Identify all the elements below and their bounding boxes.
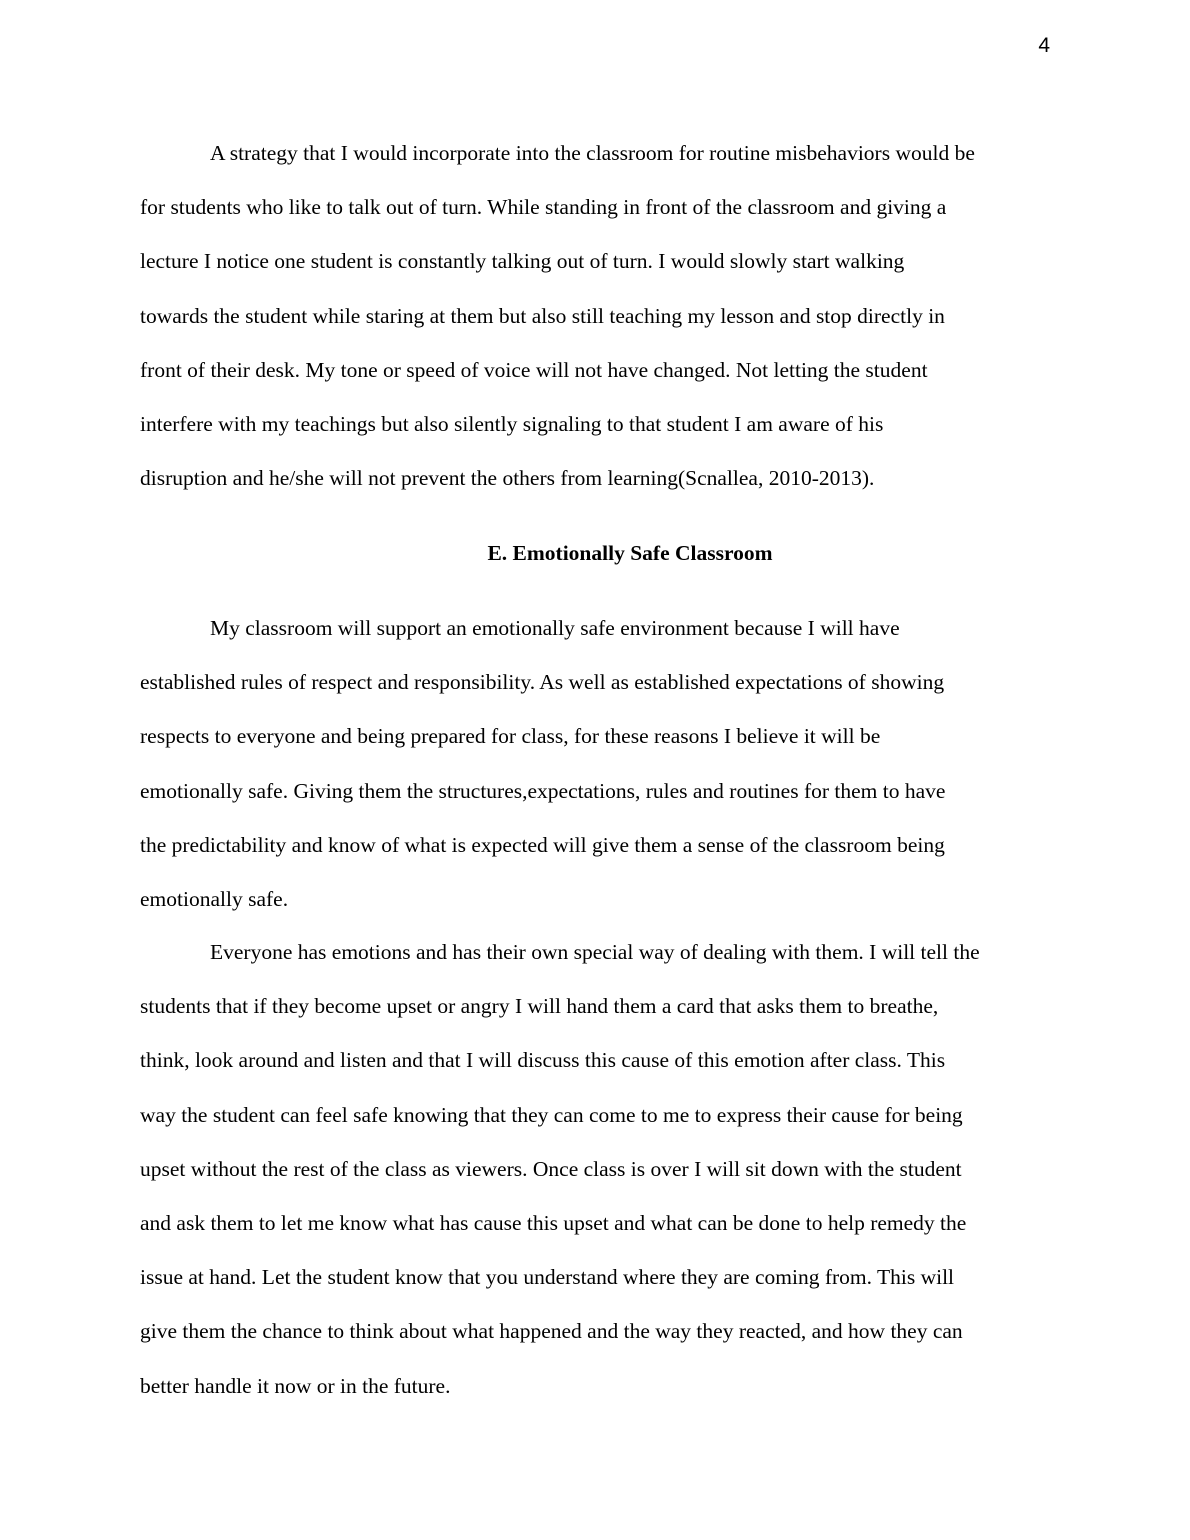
- paragraph-line: issue at hand. Let the student know that you understand where they are coming from. This will: [140, 1265, 955, 1290]
- paragraph-line: A strategy that I would incorporate into the classroom for routine misbehaviors would be: [210, 141, 975, 165]
- paragraph-line: upset without the rest of the class as viewers. Once class is over I will sit down with the student: [140, 1156, 962, 1181]
- paragraph-line: emotionally safe.: [140, 886, 289, 911]
- paragraph-emotionally-safe: [140, 601, 1052, 926]
- paragraph-classroom-strategy: [140, 126, 1052, 505]
- paragraph-line: think, look around and listen and that I will discuss this cause of this emotion after class. This: [140, 1048, 946, 1073]
- paragraph-line: emotionally safe. Giving them the structures,expectations, rules and routines for them to have: [140, 778, 946, 803]
- paragraph-line: give them the chance to think about what happened and the way they reacted, and how they can: [140, 1319, 963, 1344]
- paragraph-line: students that if they become upset or angry I will hand them a card that asks them to breathe,: [140, 994, 939, 1019]
- paragraph-line: established rules of respect and responsibility. As well as established expectations of showing: [140, 670, 945, 695]
- paragraph-line: lecture I notice one student is constantly talking out of turn. I would slowly start walking: [140, 249, 905, 274]
- paragraph-line: and ask them to let me know what has cause this upset and what can be done to help remedy the: [140, 1210, 967, 1235]
- paragraph-line: My classroom will support an emotionally safe environment because I will have: [210, 616, 900, 640]
- paragraph-line: the predictability and know of what is expected will give them a sense of the classroom being: [140, 832, 945, 857]
- paragraph-line: better handle it now or in the future.: [140, 1373, 451, 1398]
- paragraph-emotions: [140, 925, 1052, 1413]
- section-heading: E. Emotionally Safe Classroom: [487, 541, 773, 565]
- paragraph-line: respects to everyone and being prepared for class, for these reasons I believe it will be: [140, 724, 881, 749]
- paragraph-line: for students who like to talk out of turn. While standing in front of the classroom and giving a: [140, 195, 947, 220]
- paragraph-line: disruption and he/she will not prevent the others from learning(Scnallea, 2010-2013).: [140, 466, 875, 491]
- paragraph-line: towards the student while staring at them but also still teaching my lesson and stop directly in: [140, 303, 945, 328]
- paragraph-line: interfere with my teachings but also silently signaling to that student I am aware of his: [140, 411, 884, 436]
- paragraph-line: way the student can feel safe knowing that they can come to me to express their cause for being: [140, 1102, 963, 1127]
- page-number: 4: [1038, 34, 1050, 57]
- paragraph-line: Everyone has emotions and has their own special way of dealing with them. I will tell the: [210, 940, 980, 964]
- paragraph-line: front of their desk. My tone or speed of voice will not have changed. Not letting the student: [140, 357, 928, 382]
